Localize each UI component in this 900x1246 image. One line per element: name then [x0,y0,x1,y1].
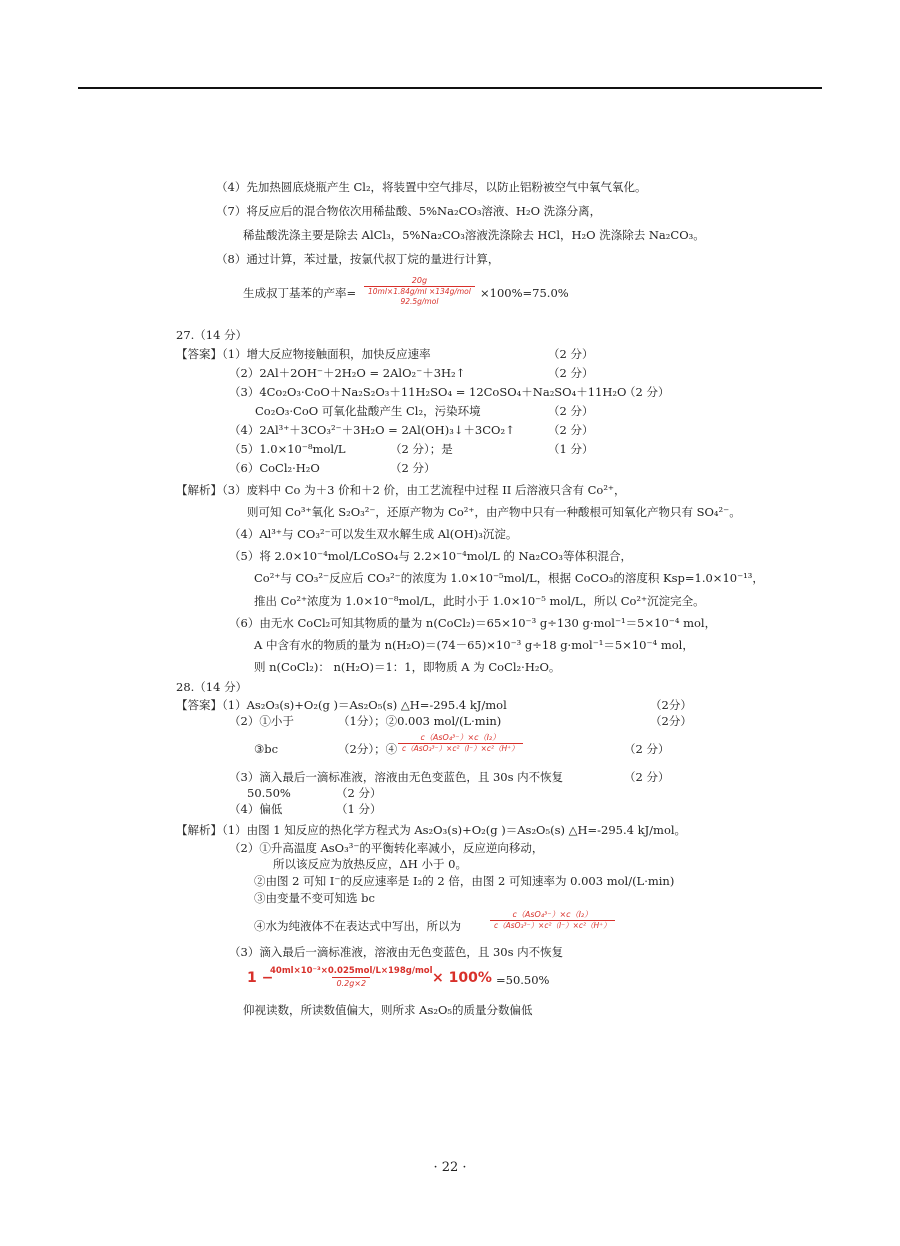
text-line: 【解析】（3）废料中 Co 为＋3 价和＋2 价，由工艺流程中过程 II 后溶液只含有 Co²⁺， [176,483,626,497]
score: （2 分） [336,786,382,800]
text-line: （4）偏低 [229,802,283,816]
mass-fraction-fraction [266,966,437,989]
text-line: 【解析】（1）由图 1 知反应的热化学方程式为 As₂O₃(s)+O₂(g )＝As₂O₅(s) △H=-295.4 kJ/mol。 [176,823,687,837]
fraction-denominator: 0.2g×2 [332,977,370,989]
text-line: ②由图 2 可知 I⁻的反应速率是 I₂的 2 倍，由图 2 可知速率为 0.003 mol/(L·min) [254,874,675,888]
fraction-numerator: c（AsO₄³⁻）×c（I₂） [512,910,593,919]
text-line: （7）将反应后的混合物依次用稀盐酸、5%Na₂CO₃溶液、H₂O 洗涤分离， [216,204,602,218]
text-line: （3）滴入最后一滴标准液，溶液由无色变蓝色，且 30s 内不恢复 [229,770,564,784]
score: （2 分） [548,423,594,437]
text-line: 稀盐酸洗涤主要是除去 AlCl₃，5%Na₂CO₃溶液洗涤除去 HCl，H₂O 洗涤除去 Na₂CO₃。 [243,228,705,242]
text-line: （2）①升高温度 AsO₃³⁻的平衡转化率减小，反应逆向移动， [229,841,544,855]
text-line: 生成叔丁基苯的产率= [243,286,357,300]
text-line: （2）①小于 [229,714,294,728]
formula-multiplier: × 100% [432,970,492,986]
score: （2分） [650,698,692,712]
text-line: Co₂O₃·CoO 可氧化盐酸产生 Cl₂，污染环境 [255,404,481,418]
yield-fraction [364,276,475,307]
text-line: （4）2Al³⁺＋3CO₃²⁻＋3H₂O = 2Al(OH)₃↓＋3CO₂↑ [229,423,515,437]
page-number: · 22 · [433,1160,467,1175]
text-line: ③bc [254,742,279,756]
score: （2 分） [624,742,670,756]
text-line: （2）2Al＋2OH⁻＋2H₂O = 2AlO₂⁻＋3H₂↑ [229,366,466,380]
fraction-numerator: 40ml×10⁻³×0.025mol/L×198g/mol [270,966,433,976]
text-line: 所以该反应为放热反应，ΔH 小于 0。 [273,857,467,871]
fraction-denominator-sub: 92.5g/mol [400,297,439,306]
text-line: （8）通过计算，苯过量，按氯代叔丁烷的量进行计算， [216,252,500,266]
score: （2 分） [548,404,594,418]
score: （2分） [650,714,692,728]
question-heading: 28.（14 分） [176,680,248,694]
score: （1 分） [548,442,594,456]
text-line: （2分）；④ [338,742,398,756]
text-line: （6）由无水 CoCl₂可知其物质的量为 n(CoCl₂)＝65×10⁻³ g÷130 g·mol⁻¹＝5×10⁻⁴ mol， [229,616,717,630]
question-heading: 27.（14 分） [176,328,248,342]
text-line: 推出 Co²⁺浓度为 1.0×10⁻⁸mol/L，此时小于 1.0×10⁻⁵ mol/L，所以 Co²⁺沉淀完全。 [254,594,705,608]
score: （2 分） [624,385,670,399]
equilibrium-constant-fraction [490,910,615,931]
text-line: 【答案】（1）As₂O₃(s)+O₂(g )＝As₂O₅(s) △H=-295.4 kJ/mol [176,698,507,712]
fraction-denominator: c（AsO₃³⁻）×c²（I⁻）×c²（H⁺） [490,920,615,931]
text-line: （3）滴入最后一滴标准液，溶液由无色变蓝色，且 30s 内不恢复 [229,945,564,959]
score: （2 分） [390,461,436,475]
text-line: =50.50% [496,973,550,987]
text-line: A 中含有水的物质的量为 n(H₂O)＝(74－65)×10⁻³ g÷18 g·mol⁻¹＝5×10⁻⁴ mol， [254,638,694,652]
text-line: ④水为纯液体不在表达式中写出，所以为 [254,919,461,933]
score: （2 分）；是 [390,442,453,456]
text-line: Co²⁺与 CO₃²⁻反应后 CO₃²⁻的浓度为 1.0×10⁻⁵mol/L，根据 CoCO₃的溶度积 Ksp=1.0×10⁻¹³， [254,571,764,585]
text-line: （5）将 2.0×10⁻⁴mol/LCoSO₄与 2.2×10⁻⁴mol/L 的 Na₂CO₃等体积混合， [229,549,632,563]
text-line: （1分）；②0.003 mol/(L·min) [338,714,502,728]
text-line: （3）4Co₂O₃·CoO＋Na₂S₂O₃＋11H₂SO₄ = 12CoSO₄＋Na₂SO₄＋11H₂O [229,385,627,399]
fraction-denominator: 10ml×1.84g/ml ×134g/mol [364,286,475,297]
score: （2 分） [548,347,594,361]
score: （1 分） [336,802,382,816]
header-rule [78,87,822,89]
text-line: ×100%=75.0% [480,286,569,300]
fraction-numerator: c（AsO₄³⁻）×c（I₂） [420,733,501,742]
formula-prefix: 1 − [247,970,274,986]
score: （2 分） [624,770,670,784]
text-line: 50.50% [247,786,291,800]
text-line: （4）Al³⁺与 CO₃²⁻可以发生双水解生成 Al(OH)₃沉淀。 [229,527,518,541]
text-line: 则 n(CoCl₂)： n(H₂O)＝1：1，即物质 A 为 CoCl₂·H₂O。 [254,660,561,674]
text-line: （5）1.0×10⁻⁸mol/L [229,442,346,456]
text-line: （6）CoCl₂·H₂O [229,461,320,475]
text-line: （4）先加热圆底烧瓶产生 Cl₂，将装置中空气排尽，以防止铝粉被空气中氧气氧化。 [216,180,647,194]
text-line: 仰视读数，所读数值偏大，则所求 As₂O₅的质量分数偏低 [243,1003,533,1017]
score: （2 分） [548,366,594,380]
text-line: ③由变量不变可知选 bc [254,891,375,905]
text-line: 则可知 Co³⁺氧化 S₂O₃²⁻，还原产物为 Co²⁺，由产物中只有一种酸根可知氧化产物只有 SO₄²⁻。 [247,505,741,519]
text-line: 【答案】（1）增大反应物接触面积，加快反应速率 [176,347,431,361]
equilibrium-constant-fraction [398,733,523,754]
fraction-denominator: c（AsO₃³⁻）×c²（I⁻）×c²（H⁺） [398,743,523,754]
fraction-numerator: 20g [411,276,428,285]
